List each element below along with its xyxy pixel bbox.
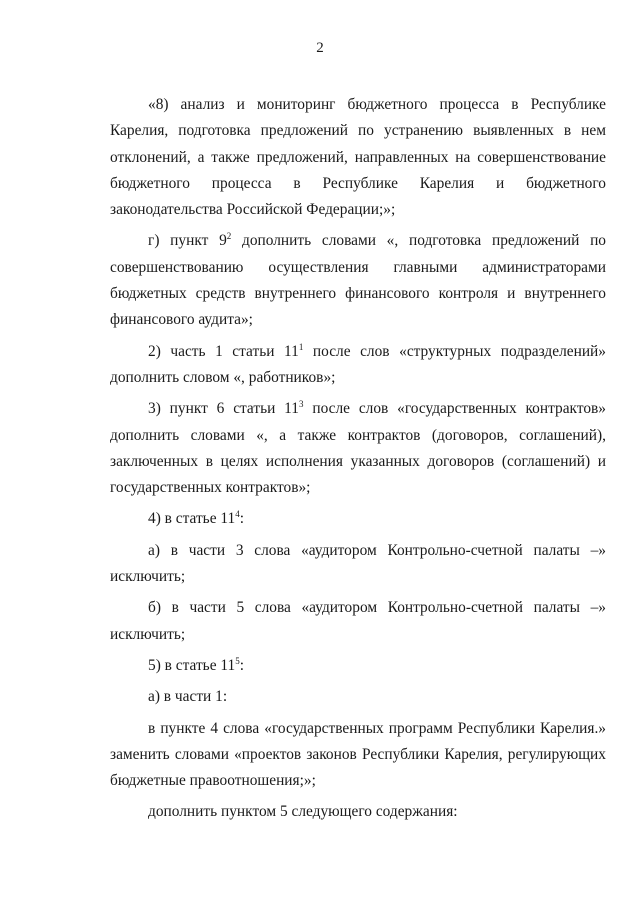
paragraph-4-text-end: после слов «государственных контрактов» дополнить словами «, а также контрактов (договоров, соглашений), заключенных в целях исполнения указанных договоров (соглашений) и государственных контрактов»; [110,400,606,497]
paragraph-2-text-end: дополнить словами «, подготовка предложений по совершенствованию осуществления главными администраторами бюджетных средств внутреннего финансового контроля и внутреннего финансового аудита»; [110,232,606,329]
paragraph-8-superscript: 5 [235,655,240,666]
paragraph-5 [110,506,606,532]
paragraph-8 [110,653,606,679]
paragraph-4-superscript: 3 [299,399,304,410]
paragraph-11-text: дополнить пунктом 5 следующего содержания: [148,803,458,821]
paragraph-5-text-end: : [239,510,244,528]
paragraph-6-text: а) в части 3 слова «аудитором Контрольно-счетной палаты –» исключить; [110,541,606,586]
paragraph-9-text: а) в части 1: [148,688,228,706]
page-number: 2 [316,40,324,56]
paragraph-1-text: «8) анализ и мониторинг бюджетного процесса в Республике Карелия, подготовка предложений по устранению выявленных в нем отклонений, а также предложений, направленных на совершенствование бюджетного процесса в Республике Карелия и бюджетного законодательства Российской Федерации;»; [110,96,606,219]
paragraph-9 [110,684,606,710]
paragraph-3-superscript: 1 [298,341,304,352]
paragraph-4-text-start: 3) пункт 6 статьи 11 [148,400,300,418]
paragraph-4 [110,396,606,501]
paragraph-3-text-end: после слов «структурных подразделений» дополнить словом «, работников»; [110,342,606,386]
paragraph-6 [110,538,606,591]
paragraph-10 [110,716,606,795]
paragraph-5-text-start: 4) в статье 11 [148,510,236,528]
paragraph-3-text-start: 2) часть 1 статьи 11 [148,342,299,360]
paragraph-7-text: б) в части 5 слова «аудитором Контрольно-счетной палаты –» исключить; [110,599,606,643]
paragraph-2-superscript: 2 [226,231,232,242]
paragraph-1 [110,92,606,223]
paragraph-7 [110,595,606,648]
paragraph-11 [110,799,606,825]
paragraph-8-text-end: : [239,656,244,674]
paragraph-10-text: в пункте 4 слова «государственных программ Республики Карелия.» заменить словами «проектов законов Республики Карелия, регулирующих бюджетные правоотношения;»; [110,719,606,790]
document-body [110,92,606,826]
paragraph-5-superscript: 4 [235,509,240,520]
paragraph-2 [110,228,606,333]
paragraph-8-text-start: 5) в статье 11 [148,656,236,674]
paragraph-2-text-start: г) пункт 9 [148,232,227,250]
paragraph-3 [110,339,606,392]
